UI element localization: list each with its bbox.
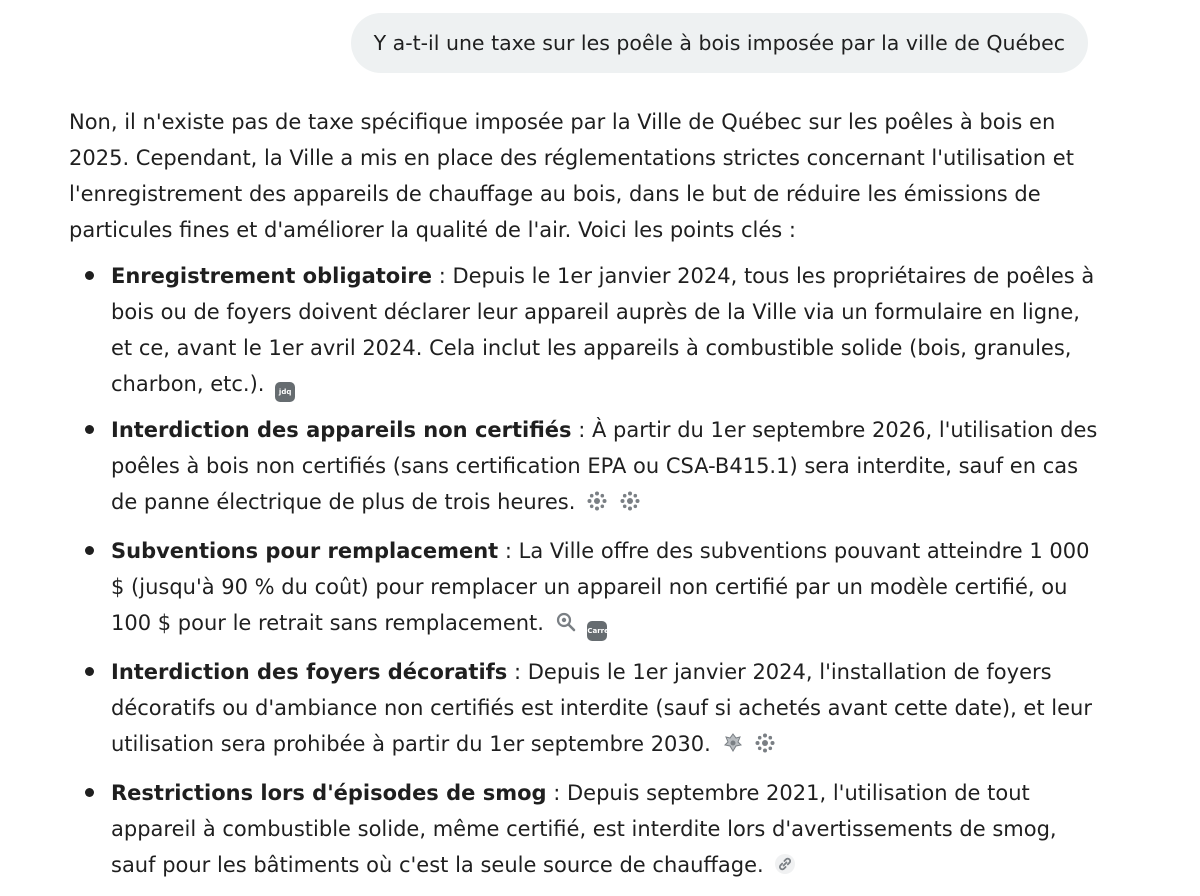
answer-bullet-list: [69, 258, 1099, 886]
bullet-dot: [85, 425, 94, 434]
carrefour-badge-icon[interactable]: Carrefour: [587, 621, 607, 641]
user-message-text: Y a-t-il une taxe sur les poêle à bois imposée par la ville de Québec: [373, 31, 1065, 55]
list-item: [69, 258, 1099, 402]
bullet-text: : Depuis septembre 2021, l'utilisation de tout appareil à combustible solide, même certifié, est interdite lors d'avertissements de smog, sauf pour les bâtiments où c'est la seule source de chauffage.: [111, 781, 1057, 877]
radio-canada-icon[interactable]: [619, 487, 641, 523]
answer-intro: Non, il n'existe pas de taxe spécifique imposée par la Ville de Québec sur les poêles à bois en 2025. Cependant, la Ville a mis en place des réglementations strictes concernant l'utilisation et l'enregistrement des appareils de chauffage au bois, dans le but de réduire les émissions de particules fines et d'améliorer la qualité de l'air. Voici les points clés :: [69, 110, 1074, 242]
magnifier-icon[interactable]: [555, 608, 577, 644]
list-item: [69, 533, 1099, 644]
bullet-title: Interdiction des appareils non certifiés: [111, 418, 572, 442]
list-item: [69, 775, 1099, 886]
bullet-text: : La Ville offre des subventions pouvant atteindre 1 000 $ (jusqu'à 90 % du coût) pour remplacer un appareil non certifié par un modèle certifié, ou 100 $ pour le retrait sans remplacement.: [111, 539, 1090, 635]
bullet-dot: [85, 788, 94, 797]
list-item: [69, 654, 1099, 765]
bullet-title: Interdiction des foyers décoratifs: [111, 660, 508, 684]
bullet-text: : Depuis le 1er janvier 2024, tous les propriétaires de poêles à bois ou de foyers doivent déclarer leur appareil auprès de la Ville via un formulaire en ligne, et ce, avant le 1er avril 2024. Cela inclut les appareils à combustible solide (bois, granules, charbon, etc.).: [111, 264, 1095, 396]
bullet-dot: [85, 667, 94, 676]
jdq-badge-icon[interactable]: jdq: [275, 382, 295, 402]
user-message-bubble: [351, 13, 1088, 73]
bullet-title: Subventions pour remplacement: [111, 539, 499, 563]
bullet-title: Enregistrement obligatoire: [111, 264, 433, 288]
radio-canada-icon[interactable]: [586, 487, 608, 523]
link-icon[interactable]: [774, 850, 796, 886]
bullet-dot: [85, 546, 94, 555]
bullet-text: : À partir du 1er septembre 2026, l'utilisation des poêles à bois non certifiés (sans certification EPA ou CSA-B415.1) sera interdite, sauf en cas de panne électrique de plus de trois heures.: [111, 418, 1098, 514]
bullet-dot: [85, 271, 94, 280]
list-item: [69, 412, 1099, 523]
assistant-answer: [69, 104, 1099, 896]
bullet-text: : Depuis le 1er janvier 2024, l'installation de foyers décoratifs ou d'ambiance non certifiés est interdite (sauf si achetés avant cette date), et leur utilisation sera prohibée à partir du 1er septembre 2030.: [111, 660, 1092, 756]
quebec-emblem-icon[interactable]: [722, 729, 744, 765]
bullet-title: Restrictions lors d'épisodes de smog: [111, 781, 547, 805]
radio-canada-icon[interactable]: [754, 729, 776, 765]
